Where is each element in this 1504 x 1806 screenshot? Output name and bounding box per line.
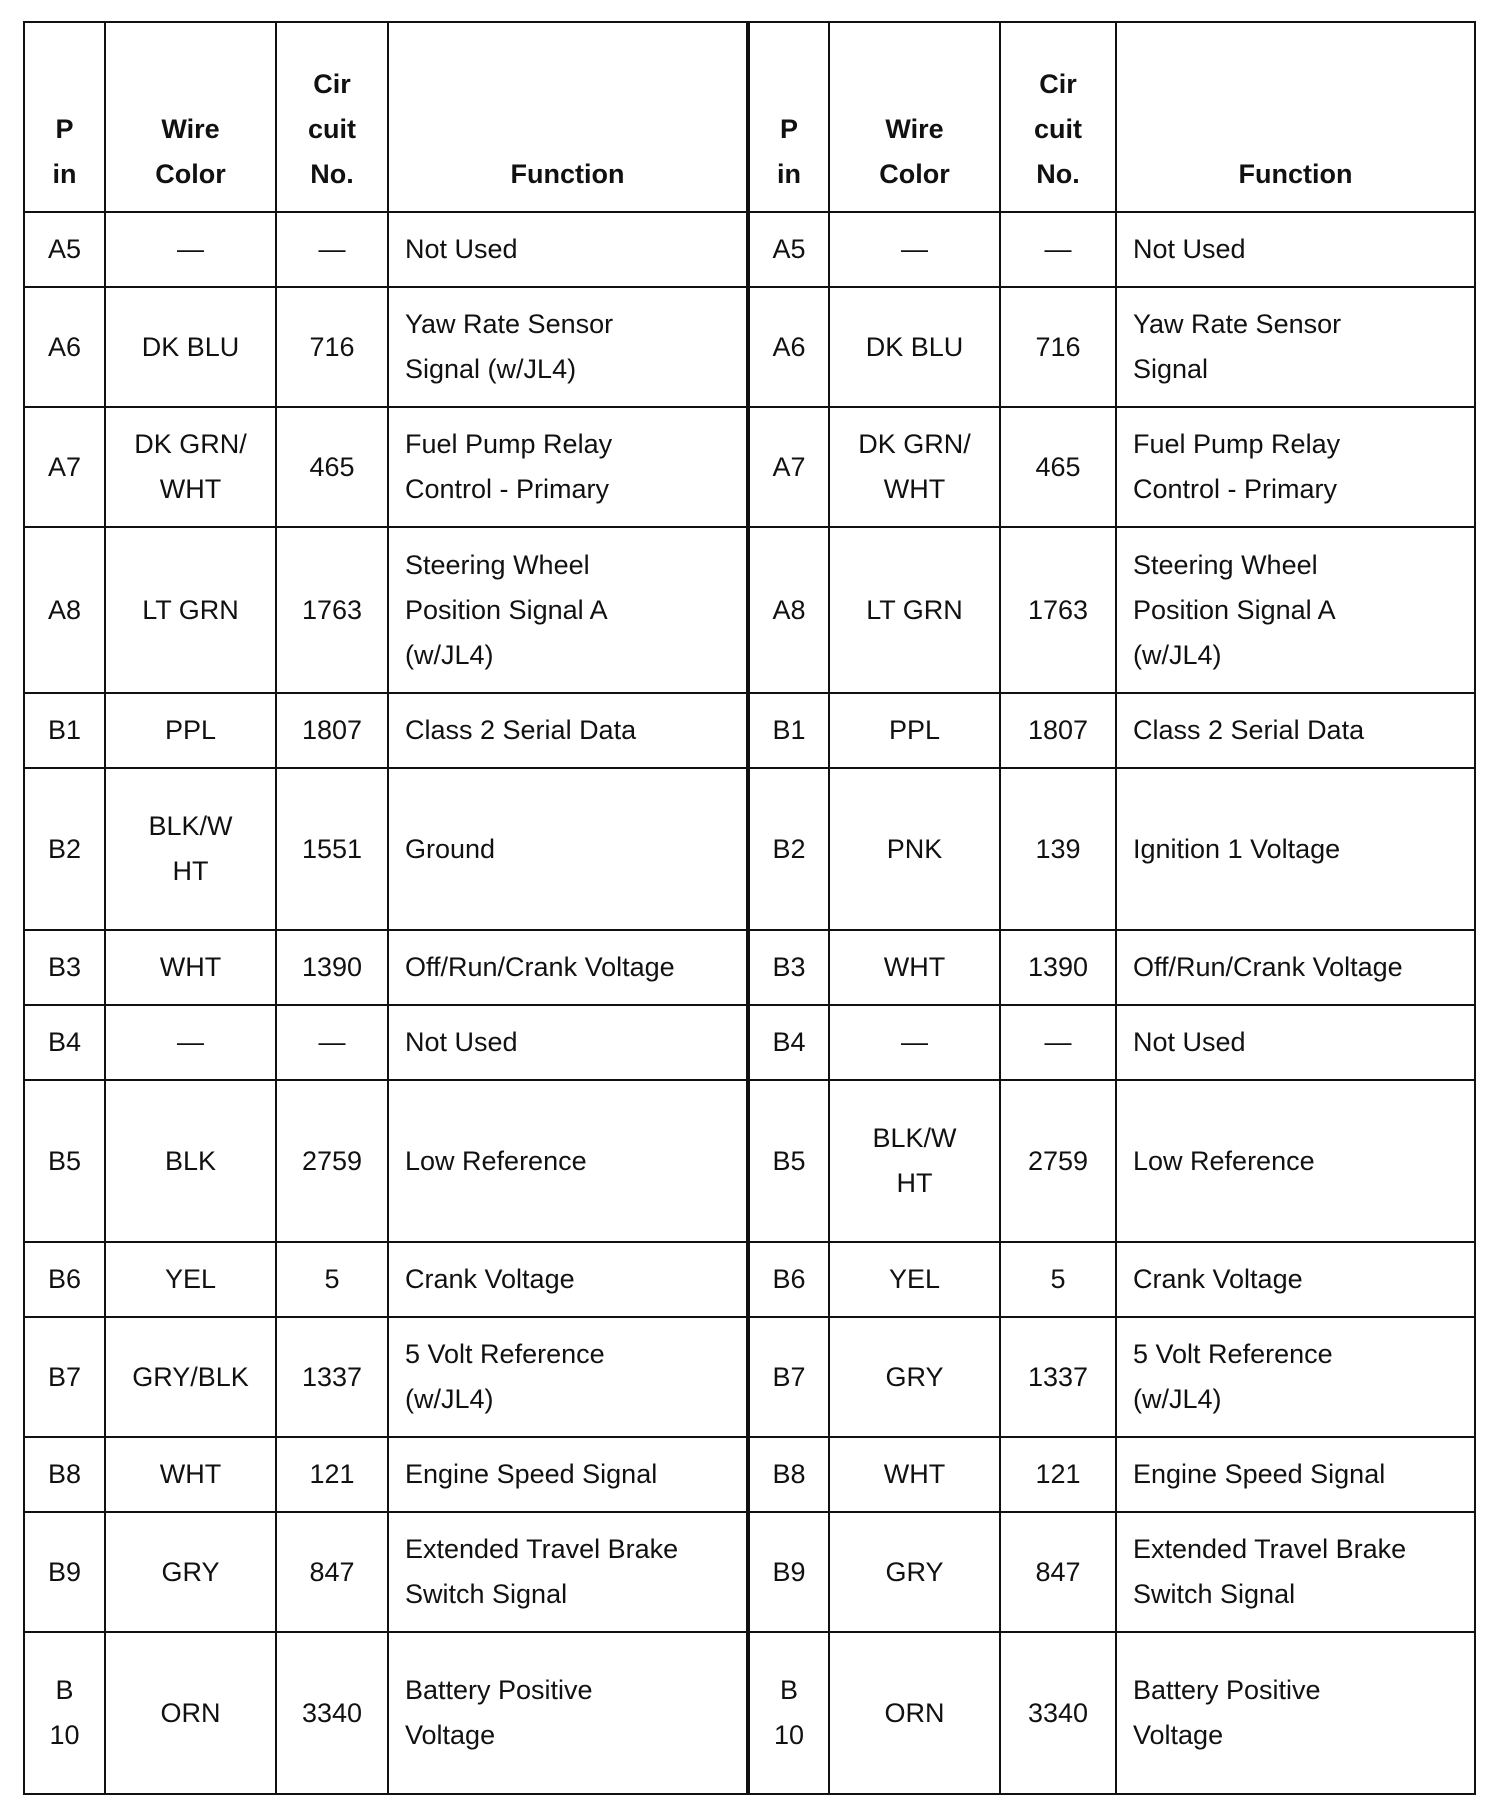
wire-color-cell: BLK/W HT	[829, 1080, 1000, 1242]
table-row	[24, 1080, 1475, 1242]
pin-cell: B4	[24, 1005, 105, 1080]
function-cell: Steering Wheel Position Signal A (w/JL4)	[388, 527, 748, 693]
circuit-no-cell: 1551	[276, 768, 388, 930]
pin-cell: A7	[24, 407, 105, 527]
pin-cell: B5	[24, 1080, 105, 1242]
function-cell: Battery Positive Voltage	[388, 1632, 748, 1794]
circuit-no-cell: 716	[276, 287, 388, 407]
table-row	[24, 930, 1475, 1005]
wire-color-cell: WHT	[105, 1437, 276, 1512]
circuit-no-cell: —	[276, 212, 388, 287]
pin-cell: B6	[748, 1242, 829, 1317]
function-cell: Yaw Rate Sensor Signal	[1116, 287, 1475, 407]
function-cell: Low Reference	[1116, 1080, 1475, 1242]
table-row	[24, 1005, 1475, 1080]
wire-color-cell: ORN	[105, 1632, 276, 1794]
wire-color-cell: —	[829, 1005, 1000, 1080]
function-cell: Fuel Pump Relay Control - Primary	[388, 407, 748, 527]
circuit-no-cell: 121	[1000, 1437, 1116, 1512]
function-cell: Engine Speed Signal	[1116, 1437, 1475, 1512]
wire-color-cell: PPL	[829, 693, 1000, 768]
wire-color-cell: —	[829, 212, 1000, 287]
wire-color-cell: BLK	[105, 1080, 276, 1242]
table-row	[24, 693, 1475, 768]
wire-color-cell: GRY	[105, 1512, 276, 1632]
function-cell: Battery Positive Voltage	[1116, 1632, 1475, 1794]
wire-color-cell: YEL	[105, 1242, 276, 1317]
header-row	[24, 22, 1475, 212]
circuit-no-cell: 1763	[1000, 527, 1116, 693]
circuit-no-cell: 2759	[276, 1080, 388, 1242]
wire-color-cell: LT GRN	[829, 527, 1000, 693]
function-cell: Yaw Rate Sensor Signal (w/JL4)	[388, 287, 748, 407]
function-cell: Ignition 1 Voltage	[1116, 768, 1475, 930]
function-cell: Off/Run/Crank Voltage	[388, 930, 748, 1005]
function-cell: Off/Run/Crank Voltage	[1116, 930, 1475, 1005]
wire-color-cell: —	[105, 1005, 276, 1080]
circuit-no-cell: 465	[1000, 407, 1116, 527]
header-pin: P in	[748, 22, 829, 212]
pin-cell: B3	[24, 930, 105, 1005]
pin-cell: B2	[748, 768, 829, 930]
pin-cell: B1	[748, 693, 829, 768]
wire-color-cell: GRY	[829, 1512, 1000, 1632]
circuit-no-cell: 847	[1000, 1512, 1116, 1632]
circuit-no-cell: 1337	[276, 1317, 388, 1437]
function-cell: Crank Voltage	[388, 1242, 748, 1317]
wire-color-cell: DK BLU	[829, 287, 1000, 407]
circuit-no-cell: 465	[276, 407, 388, 527]
pin-cell: A6	[748, 287, 829, 407]
circuit-no-cell: 1763	[276, 527, 388, 693]
circuit-no-cell: —	[1000, 212, 1116, 287]
function-cell: Class 2 Serial Data	[1116, 693, 1475, 768]
pin-cell: B7	[24, 1317, 105, 1437]
function-cell: Not Used	[388, 212, 748, 287]
wire-color-cell: DK GRN/ WHT	[829, 407, 1000, 527]
wire-color-cell: BLK/W HT	[105, 768, 276, 930]
header-pin: P in	[24, 22, 105, 212]
pin-cell: B8	[24, 1437, 105, 1512]
circuit-no-cell: 3340	[1000, 1632, 1116, 1794]
wire-color-cell: DK BLU	[105, 287, 276, 407]
circuit-no-cell: —	[1000, 1005, 1116, 1080]
function-cell: Steering Wheel Position Signal A (w/JL4)	[1116, 527, 1475, 693]
wire-color-cell: —	[105, 212, 276, 287]
table-row	[24, 1317, 1475, 1437]
table-row	[24, 527, 1475, 693]
circuit-no-cell: 1807	[1000, 693, 1116, 768]
pinout-table	[23, 21, 1476, 1795]
pin-cell: B6	[24, 1242, 105, 1317]
circuit-no-cell: 1390	[1000, 930, 1116, 1005]
circuit-no-cell: 716	[1000, 287, 1116, 407]
circuit-no-cell: 1390	[276, 930, 388, 1005]
wire-color-cell: PNK	[829, 768, 1000, 930]
pin-cell: B 10	[748, 1632, 829, 1794]
pin-cell: A7	[748, 407, 829, 527]
pin-cell: B5	[748, 1080, 829, 1242]
pin-cell: B7	[748, 1317, 829, 1437]
function-cell: 5 Volt Reference (w/JL4)	[388, 1317, 748, 1437]
table-row	[24, 1437, 1475, 1512]
circuit-no-cell: 121	[276, 1437, 388, 1512]
pin-cell: B3	[748, 930, 829, 1005]
function-cell: Ground	[388, 768, 748, 930]
circuit-no-cell: 2759	[1000, 1080, 1116, 1242]
circuit-no-cell: 1337	[1000, 1317, 1116, 1437]
wire-color-cell: PPL	[105, 693, 276, 768]
wire-color-cell: WHT	[829, 930, 1000, 1005]
header-wire-color: Wire Color	[105, 22, 276, 212]
wire-color-cell: LT GRN	[105, 527, 276, 693]
function-cell: Crank Voltage	[1116, 1242, 1475, 1317]
function-cell: Low Reference	[388, 1080, 748, 1242]
pin-cell: A5	[748, 212, 829, 287]
function-cell: Fuel Pump Relay Control - Primary	[1116, 407, 1475, 527]
wire-color-cell: WHT	[829, 1437, 1000, 1512]
circuit-no-cell: 5	[276, 1242, 388, 1317]
pin-cell: B1	[24, 693, 105, 768]
pin-cell: B 10	[24, 1632, 105, 1794]
circuit-no-cell: 847	[276, 1512, 388, 1632]
wire-color-cell: GRY	[829, 1317, 1000, 1437]
pin-cell: A5	[24, 212, 105, 287]
pin-cell: B9	[748, 1512, 829, 1632]
table-row	[24, 1632, 1475, 1794]
pin-cell: A8	[24, 527, 105, 693]
pin-cell: A8	[748, 527, 829, 693]
pin-cell: B8	[748, 1437, 829, 1512]
table-row	[24, 212, 1475, 287]
table-row	[24, 1512, 1475, 1632]
pin-cell: B4	[748, 1005, 829, 1080]
header-circuit-no: Cir cuit No.	[1000, 22, 1116, 212]
header-function: Function	[388, 22, 748, 212]
header-wire-color: Wire Color	[829, 22, 1000, 212]
pin-cell: B9	[24, 1512, 105, 1632]
function-cell: Not Used	[1116, 1005, 1475, 1080]
function-cell: Extended Travel Brake Switch Signal	[388, 1512, 748, 1632]
function-cell: Class 2 Serial Data	[388, 693, 748, 768]
circuit-no-cell: —	[276, 1005, 388, 1080]
wire-color-cell: DK GRN/ WHT	[105, 407, 276, 527]
header-function: Function	[1116, 22, 1475, 212]
table-row	[24, 768, 1475, 930]
function-cell: Engine Speed Signal	[388, 1437, 748, 1512]
header-circuit-no: Cir cuit No.	[276, 22, 388, 212]
circuit-no-cell: 5	[1000, 1242, 1116, 1317]
circuit-no-cell: 3340	[276, 1632, 388, 1794]
wire-color-cell: ORN	[829, 1632, 1000, 1794]
function-cell: Not Used	[388, 1005, 748, 1080]
table-row	[24, 1242, 1475, 1317]
circuit-no-cell: 1807	[276, 693, 388, 768]
pin-cell: A6	[24, 287, 105, 407]
table-row	[24, 287, 1475, 407]
pin-cell: B2	[24, 768, 105, 930]
wire-color-cell: WHT	[105, 930, 276, 1005]
function-cell: Extended Travel Brake Switch Signal	[1116, 1512, 1475, 1632]
circuit-no-cell: 139	[1000, 768, 1116, 930]
table-body	[24, 212, 1475, 1794]
function-cell: 5 Volt Reference (w/JL4)	[1116, 1317, 1475, 1437]
function-cell: Not Used	[1116, 212, 1475, 287]
wire-color-cell: GRY/BLK	[105, 1317, 276, 1437]
table-row	[24, 407, 1475, 527]
wire-color-cell: YEL	[829, 1242, 1000, 1317]
